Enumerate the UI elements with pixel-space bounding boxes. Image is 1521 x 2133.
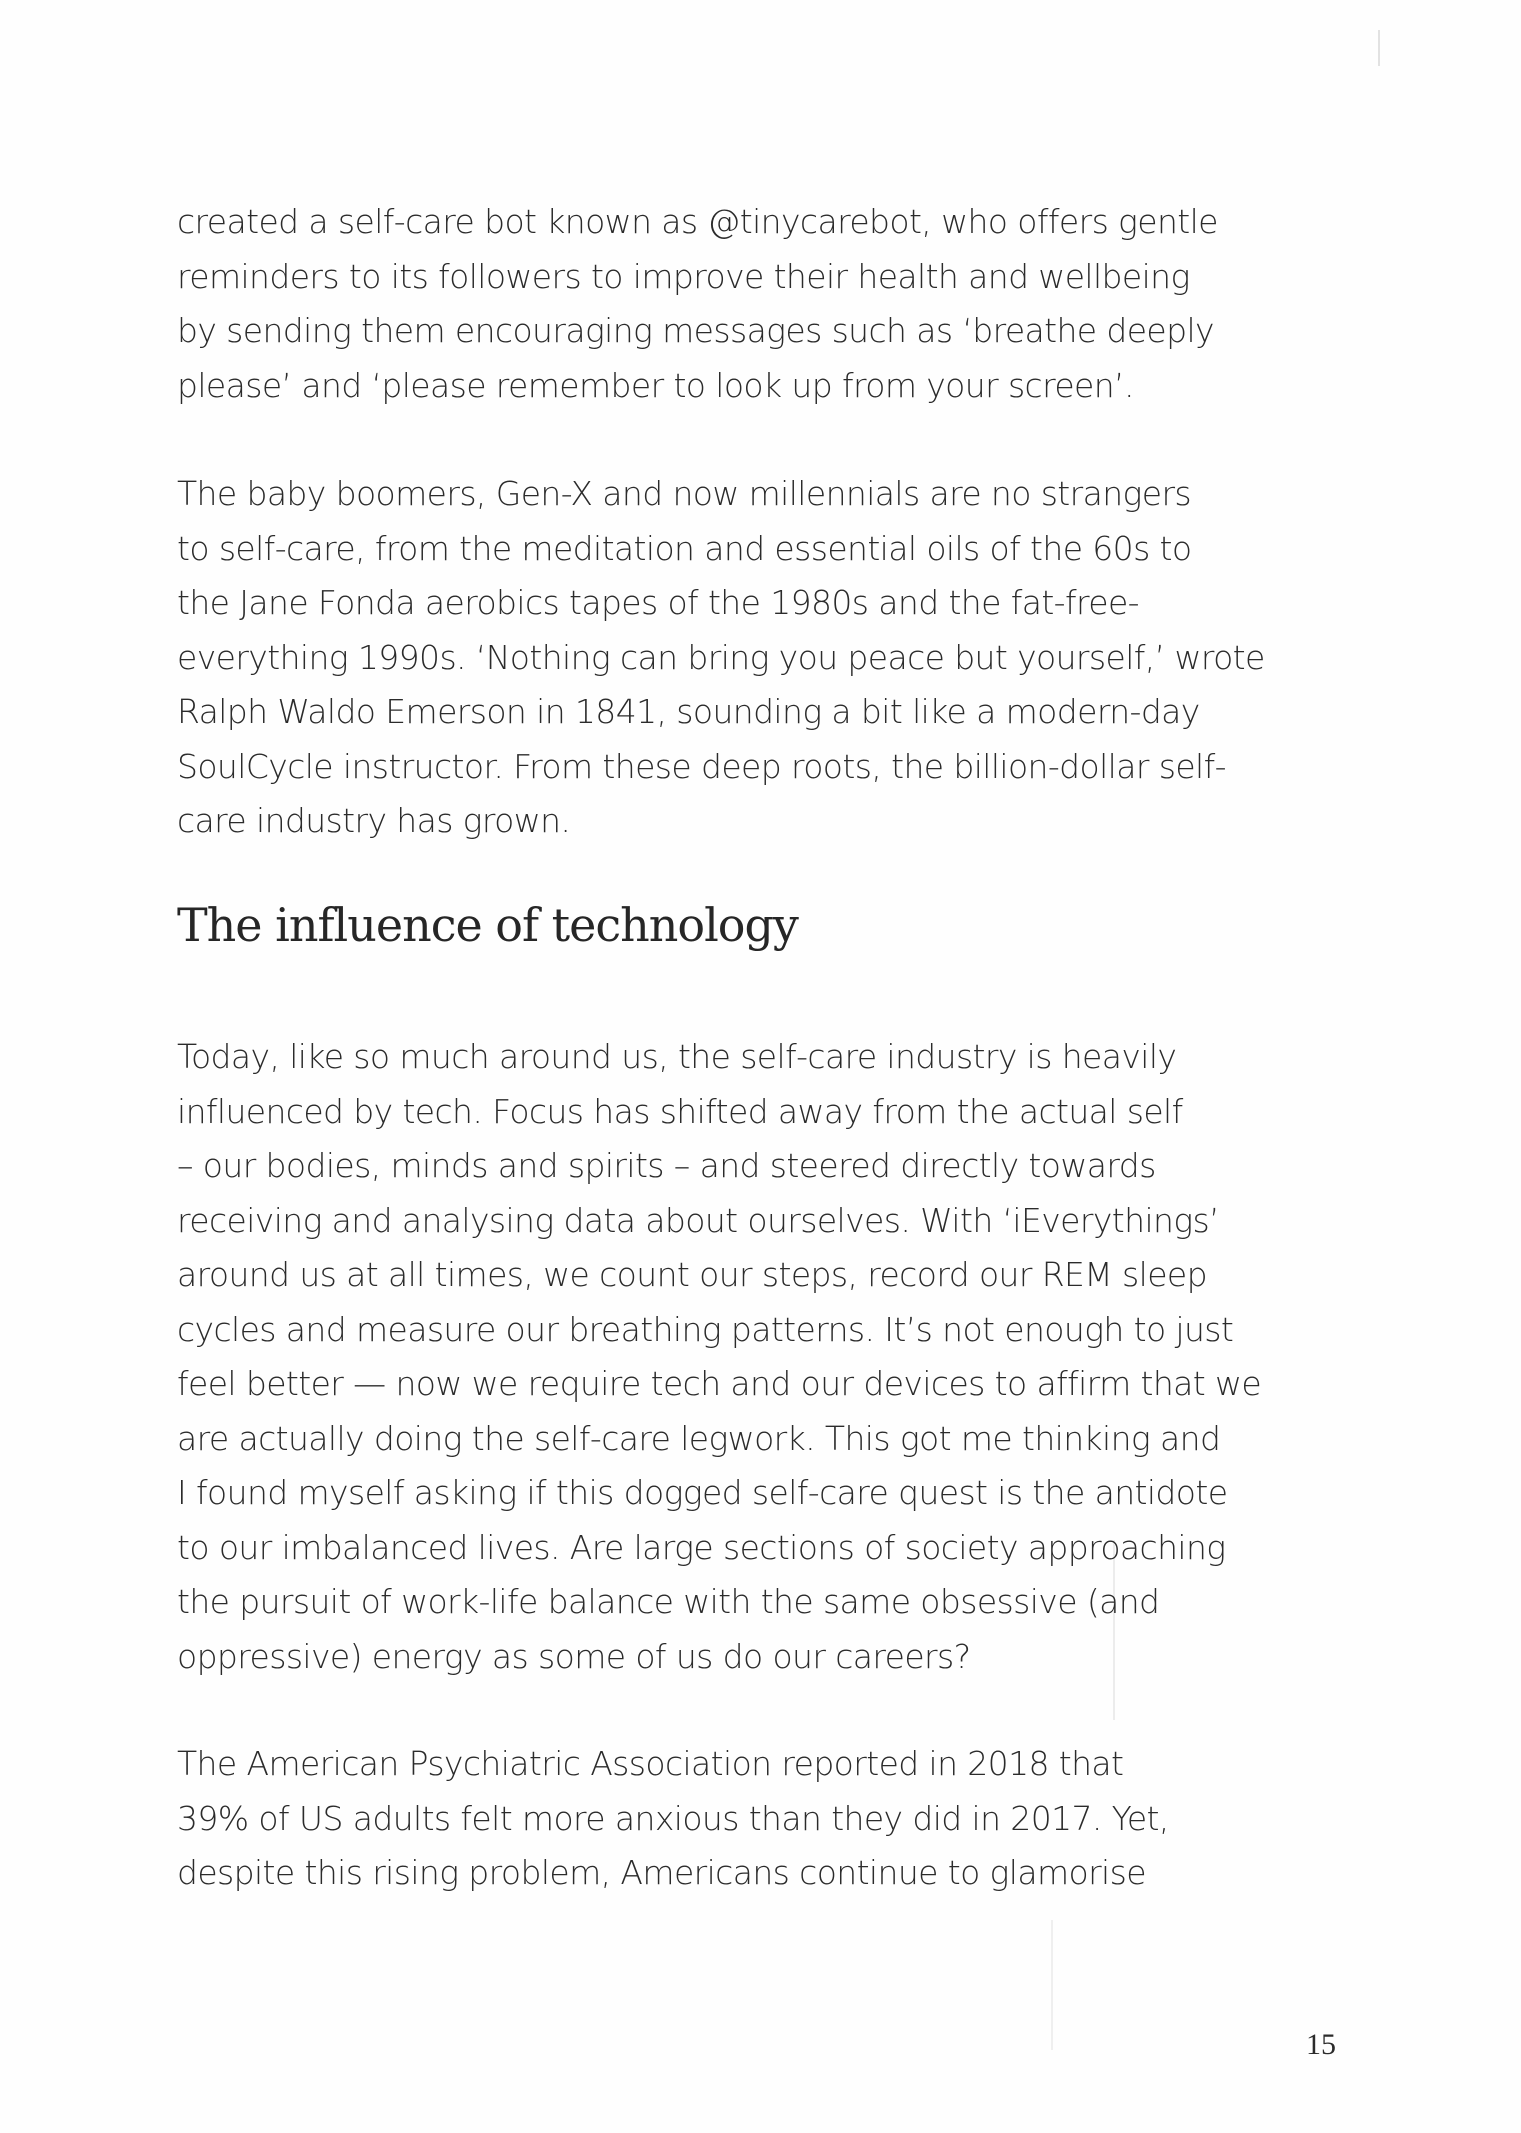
text-line: feel better — now we require tech and our devices to affirm that we	[177, 1364, 1262, 1403]
text-line: – our bodies, minds and spirits – and steered directly towards	[177, 1146, 1156, 1185]
text-line: receiving and analysing data about ourselves. With ‘iEverythings’	[177, 1200, 1220, 1240]
text-line: the pursuit of work-life balance with the same obsessive (and	[177, 1582, 1160, 1621]
scan-crease-mark	[1051, 1920, 1053, 2050]
section-heading: The influence of technology	[177, 898, 798, 952]
text-line: reminders to its followers to improve their health and wellbeing	[177, 256, 1190, 296]
text-line: 39% of US adults felt more anxious than they did in 2017. Yet,	[177, 1798, 1169, 1838]
text-line: please’ and ‘please remember to look up from your screen’.	[177, 365, 1134, 405]
text-line: everything 1990s. ‘Nothing can bring you peace but yourself,’ wrote	[177, 637, 1265, 677]
text-line: The baby boomers, Gen-X and now millennials are no strangers	[177, 474, 1192, 513]
text-line: oppressive) energy as some of us do our careers?	[177, 1636, 971, 1676]
text-line: by sending them encouraging messages such as ‘breathe deeply	[177, 311, 1214, 350]
text-line: care industry has grown.	[177, 801, 571, 840]
page-number: 15	[1306, 2028, 1336, 2061]
body-paragraph	[177, 195, 1357, 413]
text-line: the Jane Fonda aerobics tapes of the 1980s and the fat-free-	[177, 583, 1139, 622]
text-line: are actually doing the self-care legwork. This got me thinking and	[177, 1418, 1221, 1458]
text-line: The American Psychiatric Association reported in 2018 that	[177, 1744, 1124, 1783]
text-line: cycles and measure our breathing patterns. It’s not enough to just	[177, 1309, 1234, 1349]
text-line: to self-care, from the meditation and essential oils of the 60s to	[177, 528, 1192, 568]
text-line: I found myself asking if this dogged self-care quest is the antidote	[177, 1473, 1228, 1512]
text-line: created a self-care bot known as @tinycarebot, who offers gentle	[177, 202, 1218, 241]
text-line: influenced by tech. Focus has shifted away from the actual self	[177, 1091, 1183, 1131]
body-paragraph	[177, 1030, 1357, 1684]
text-line: despite this rising problem, Americans continue to glamorise	[177, 1853, 1146, 1892]
text-line: to our imbalanced lives. Are large sections of society approaching	[177, 1527, 1226, 1567]
text-line: around us at all times, we count our steps, record our REM sleep	[177, 1255, 1207, 1294]
text-line: Ralph Waldo Emerson in 1841, sounding a bit like a modern-day	[177, 692, 1200, 731]
body-paragraph	[177, 1737, 1357, 1901]
text-line: Today, like so much around us, the self-care industry is heavily	[177, 1037, 1177, 1076]
text-line: SoulCycle instructor. From these deep roots, the billion-dollar self-	[177, 746, 1226, 786]
scan-crease-mark	[1378, 30, 1380, 66]
body-paragraph	[177, 467, 1357, 849]
